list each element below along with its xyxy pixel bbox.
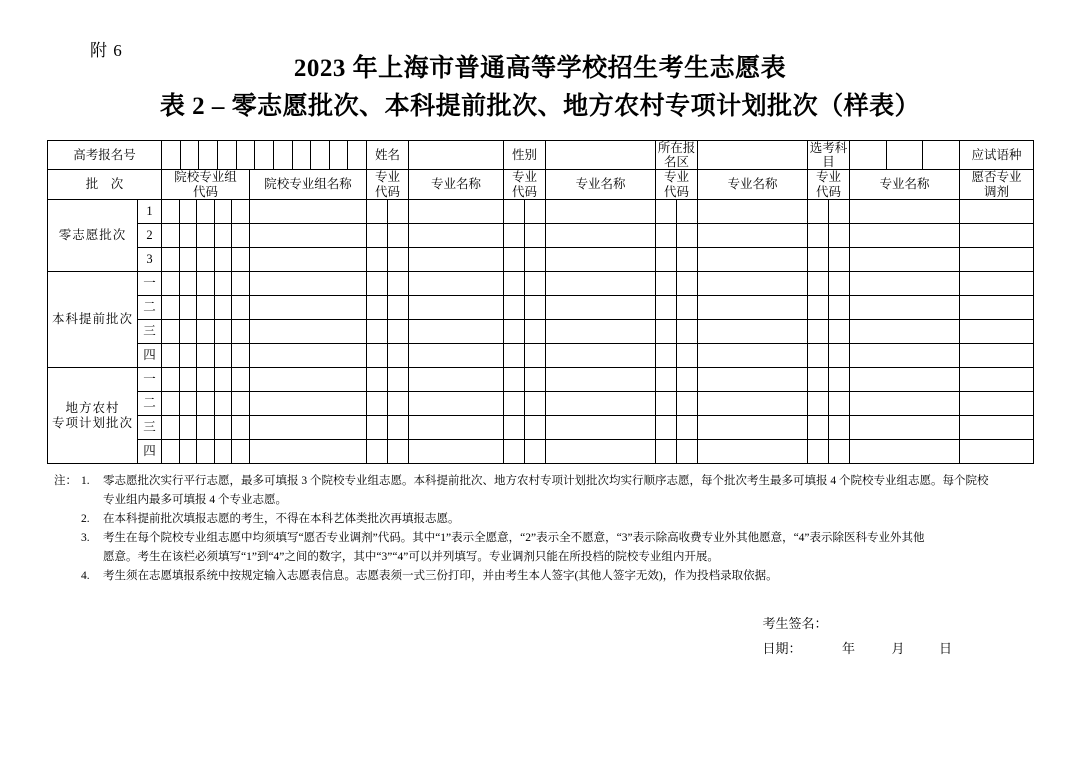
cell-major-name-2[interactable] — [546, 368, 656, 392]
cell-major-code-2[interactable] — [504, 416, 546, 440]
note-text: 考生在每个院校专业组志愿中均须填写“愿否专业调剂”代码。其中“1”表示全愿意，“2”表示全不愿意，“3”表示除高收费专业外其他愿意，“4”表示除医科专业外其他 — [103, 531, 925, 544]
cell-major-name-3[interactable] — [698, 272, 808, 296]
cell-major-code-4[interactable] — [808, 440, 850, 464]
cell-adjust[interactable] — [960, 440, 1034, 464]
cell-adjust[interactable] — [960, 248, 1034, 272]
cell-group-name[interactable] — [250, 392, 367, 416]
batch-label-2 — [48, 368, 138, 464]
cell-major-code-4[interactable] — [808, 296, 850, 320]
cell-major-code-1[interactable] — [367, 392, 409, 416]
cell-adjust[interactable] — [960, 200, 1034, 224]
cell-group-name[interactable] — [250, 248, 367, 272]
cell-major-code-2[interactable] — [504, 272, 546, 296]
row-index: 1 — [138, 200, 162, 224]
batch-label-2-line2: 专项计划批次 — [51, 415, 133, 430]
cell-group-code[interactable] — [162, 248, 250, 272]
cell-major-code-2[interactable] — [504, 440, 546, 464]
notes-lead: 注： — [54, 475, 77, 487]
cell-major-name-4[interactable] — [850, 416, 960, 440]
table-row — [48, 392, 1034, 416]
table-row — [48, 200, 1034, 224]
cell-major-name-2[interactable] — [546, 200, 656, 224]
signature-block — [762, 612, 952, 661]
row-index: 四 — [138, 440, 162, 464]
cell-group-code[interactable] — [162, 392, 250, 416]
row-index: 二 — [138, 296, 162, 320]
cell-group-name[interactable] — [250, 440, 367, 464]
col-header-major-code-3 — [656, 170, 698, 200]
cell-major-code-1[interactable] — [367, 368, 409, 392]
cell-group-code[interactable] — [162, 200, 250, 224]
cell-major-name-2[interactable] — [546, 344, 656, 368]
name-label: 姓名 — [367, 140, 409, 170]
note-text-cont: 愿意。考生在该栏必须填写“1”到“4”之间的数字，其中“3”“4”可以并列填写。专业调剂只能在所投档的院校专业组内开展。 — [103, 550, 719, 563]
cell-major-code-1[interactable] — [367, 200, 409, 224]
cell-major-name-1[interactable] — [409, 200, 504, 224]
cell-major-name-4[interactable] — [850, 440, 960, 464]
cell-group-code[interactable] — [162, 320, 250, 344]
cell-group-name[interactable] — [250, 344, 367, 368]
cell-major-name-4[interactable] — [850, 248, 960, 272]
cell-major-name-1[interactable] — [409, 392, 504, 416]
notes-block — [47, 472, 1033, 586]
col-header-major-code-1 — [367, 170, 409, 200]
row-index: 一 — [138, 272, 162, 296]
signature-month: 月 — [891, 640, 905, 656]
batch-label-0: 零志愿批次 — [48, 200, 138, 272]
signature-name-label: 考生签名： — [762, 616, 828, 631]
table-row — [48, 368, 1034, 392]
cell-major-name-2[interactable] — [546, 440, 656, 464]
table-row — [48, 248, 1034, 272]
cell-group-code[interactable] — [162, 416, 250, 440]
cell-major-name-3[interactable] — [698, 296, 808, 320]
cell-major-name-1[interactable] — [409, 368, 504, 392]
cell-group-name[interactable] — [250, 320, 367, 344]
cell-group-name[interactable] — [250, 296, 367, 320]
cell-adjust[interactable] — [960, 272, 1034, 296]
cell-major-code-4[interactable] — [808, 416, 850, 440]
row-index: 一 — [138, 368, 162, 392]
cell-major-code-2[interactable] — [504, 320, 546, 344]
gender-field[interactable] — [546, 140, 656, 170]
cell-group-code[interactable] — [162, 344, 250, 368]
cell-major-code-4[interactable] — [808, 200, 850, 224]
cell-major-name-2[interactable] — [546, 296, 656, 320]
note-item — [47, 529, 1033, 548]
cell-major-name-1[interactable] — [409, 248, 504, 272]
cell-major-code-3[interactable] — [656, 296, 698, 320]
cell-major-code-1[interactable] — [367, 224, 409, 248]
cell-major-name-3[interactable] — [698, 248, 808, 272]
major-code-line1: 专业 — [816, 170, 842, 185]
major-code-line1: 专业 — [375, 170, 401, 185]
cell-major-code-3[interactable] — [656, 416, 698, 440]
cell-major-code-1[interactable] — [367, 296, 409, 320]
cell-major-name-4[interactable] — [850, 344, 960, 368]
signature-day: 日 — [938, 640, 952, 656]
cell-adjust[interactable] — [960, 320, 1034, 344]
major-code-line2: 代码 — [816, 184, 842, 199]
table-row — [48, 296, 1034, 320]
cell-group-name[interactable] — [250, 272, 367, 296]
page-subtitle: 表 2 – 零志愿批次、本科提前批次、地方农村专项计划批次（样表） — [159, 92, 921, 120]
cell-major-code-4[interactable] — [808, 392, 850, 416]
cell-major-code-1[interactable] — [367, 272, 409, 296]
column-header-row — [48, 170, 1034, 200]
note-number: 3. — [81, 531, 90, 544]
col-header-major-code-2 — [504, 170, 546, 200]
exam-number-boxes[interactable] — [162, 140, 367, 170]
cell-major-name-1[interactable] — [409, 416, 504, 440]
cell-major-code-4[interactable] — [808, 224, 850, 248]
cell-major-code-2[interactable] — [504, 248, 546, 272]
cell-major-name-4[interactable] — [850, 200, 960, 224]
col-header-major-name-2: 专业名称 — [546, 170, 656, 200]
subject-label: 选考科目 — [808, 140, 850, 170]
signature-date-line — [762, 637, 952, 662]
cell-major-code-4[interactable] — [808, 320, 850, 344]
col-header-college-group-code-line1: 院校专业组 — [174, 170, 237, 185]
cell-major-name-4[interactable] — [850, 320, 960, 344]
cell-group-code[interactable] — [162, 440, 250, 464]
batch-label-2-line1: 地方农村 — [65, 401, 120, 416]
col-header-major-name-1: 专业名称 — [409, 170, 504, 200]
cell-major-name-3[interactable] — [698, 320, 808, 344]
note-text-cont: 专业组内最多可填报 4 个专业志愿。 — [103, 493, 287, 506]
row-index: 二 — [138, 392, 162, 416]
col-header-major-name-4: 专业名称 — [850, 170, 960, 200]
district-field[interactable] — [698, 140, 808, 170]
cell-major-name-1[interactable] — [409, 440, 504, 464]
cell-major-name-2[interactable] — [546, 320, 656, 344]
cell-major-name-3[interactable] — [698, 368, 808, 392]
note-item — [47, 567, 1033, 586]
cell-major-name-1[interactable] — [409, 224, 504, 248]
name-field[interactable] — [409, 140, 504, 170]
batch-label-1: 本科提前批次 — [48, 272, 138, 368]
row-index: 3 — [138, 248, 162, 272]
signature-date-label: 日期： — [762, 640, 802, 656]
cell-major-name-3[interactable] — [698, 440, 808, 464]
volunteer-form-table — [47, 140, 1033, 465]
col-header-college-group-name: 院校专业组名称 — [250, 170, 367, 200]
col-header-college-group-code-line2: 代码 — [193, 184, 219, 199]
major-code-line2: 代码 — [512, 184, 538, 199]
cell-major-code-1[interactable] — [367, 440, 409, 464]
cell-major-name-2[interactable] — [546, 272, 656, 296]
col-header-batch: 批 次 — [48, 170, 162, 200]
cell-group-code[interactable] — [162, 272, 250, 296]
note-number: 4. — [81, 569, 90, 582]
adjust-line1: 愿否专业 — [971, 170, 1022, 185]
cell-major-code-3[interactable] — [656, 392, 698, 416]
cell-major-code-3[interactable] — [656, 344, 698, 368]
cell-major-code-2[interactable] — [504, 200, 546, 224]
col-header-major-code-4 — [808, 170, 850, 200]
cell-major-code-1[interactable] — [367, 320, 409, 344]
cell-adjust[interactable] — [960, 416, 1034, 440]
row-index: 2 — [138, 224, 162, 248]
cell-major-code-2[interactable] — [504, 368, 546, 392]
cell-group-name[interactable] — [250, 368, 367, 392]
cell-adjust[interactable] — [960, 296, 1034, 320]
cell-major-code-3[interactable] — [656, 248, 698, 272]
cell-major-name-1[interactable] — [409, 272, 504, 296]
cell-major-code-3[interactable] — [656, 320, 698, 344]
gender-label: 性别 — [504, 140, 546, 170]
cell-major-name-2[interactable] — [546, 392, 656, 416]
cell-major-name-4[interactable] — [850, 392, 960, 416]
cell-group-name[interactable] — [250, 200, 367, 224]
cell-major-name-2[interactable] — [546, 248, 656, 272]
table-row — [48, 416, 1034, 440]
attachment-label: 附 6 — [90, 41, 123, 60]
cell-adjust[interactable] — [960, 224, 1034, 248]
exam-number-label: 高考报名号 — [48, 140, 162, 170]
note-text: 考生须在志愿填报系统中按规定输入志愿表信息。志愿表须一式三份打印，并由考生本人签字(其他人签字无效)，作为投档录取依据。 — [103, 569, 778, 582]
cell-major-code-2[interactable] — [504, 296, 546, 320]
cell-major-code-3[interactable] — [656, 200, 698, 224]
note-text: 在本科提前批次填报志愿的考生，不得在本科艺体类批次再填报志愿。 — [103, 512, 460, 525]
cell-major-name-1[interactable] — [409, 296, 504, 320]
cell-major-name-4[interactable] — [850, 272, 960, 296]
cell-adjust[interactable] — [960, 344, 1034, 368]
cell-adjust[interactable] — [960, 392, 1034, 416]
cell-major-name-3[interactable] — [698, 200, 808, 224]
subject-field[interactable] — [850, 140, 960, 170]
cell-major-name-3[interactable] — [698, 416, 808, 440]
major-code-line1: 专业 — [512, 170, 538, 185]
col-header-college-group-code — [162, 170, 250, 200]
cell-major-code-1[interactable] — [367, 248, 409, 272]
row-index: 三 — [138, 416, 162, 440]
cell-major-name-4[interactable] — [850, 368, 960, 392]
adjust-line2: 调剂 — [984, 184, 1010, 199]
applicant-info-row — [48, 140, 1034, 170]
cell-major-name-3[interactable] — [698, 344, 808, 368]
cell-group-code[interactable] — [162, 224, 250, 248]
note-number: 2. — [81, 512, 90, 525]
page-title: 2023 年上海市普通高等学校招生考生志愿表 — [293, 55, 787, 82]
cell-major-name-2[interactable] — [546, 416, 656, 440]
cell-group-code[interactable] — [162, 296, 250, 320]
signature-year: 年 — [841, 640, 855, 656]
note-text: 零志愿批次实行平行志愿，最多可填报 3 个院校专业组志愿。本科提前批次、地方农村专项计划批次均实行顺序志愿，每个批次考生最多可填报 4 个院校专业组志愿。每个院校 — [103, 475, 989, 487]
row-index: 四 — [138, 344, 162, 368]
cell-major-name-1[interactable] — [409, 344, 504, 368]
note-item — [47, 510, 1033, 529]
cell-major-code-2[interactable] — [504, 344, 546, 368]
cell-group-name[interactable] — [250, 224, 367, 248]
district-label: 所在报名区 — [656, 140, 698, 170]
cell-major-name-1[interactable] — [409, 320, 504, 344]
major-code-line2: 代码 — [375, 184, 401, 199]
cell-major-code-1[interactable] — [367, 344, 409, 368]
cell-major-code-2[interactable] — [504, 392, 546, 416]
major-code-line1: 专业 — [664, 170, 690, 185]
cell-major-code-4[interactable] — [808, 248, 850, 272]
cell-major-code-2[interactable] — [504, 224, 546, 248]
cell-major-name-4[interactable] — [850, 224, 960, 248]
cell-major-code-1[interactable] — [367, 416, 409, 440]
row-index: 三 — [138, 320, 162, 344]
col-header-adjust — [960, 170, 1034, 200]
table-row — [48, 440, 1034, 464]
title-block — [0, 0, 1080, 124]
major-code-line2: 代码 — [664, 184, 690, 199]
table-row — [48, 224, 1034, 248]
cell-major-code-4[interactable] — [808, 344, 850, 368]
cell-group-name[interactable] — [250, 416, 367, 440]
cell-major-name-3[interactable] — [698, 224, 808, 248]
cell-major-name-3[interactable] — [698, 392, 808, 416]
cell-major-code-3[interactable] — [656, 440, 698, 464]
cell-major-code-4[interactable] — [808, 368, 850, 392]
cell-group-code[interactable] — [162, 368, 250, 392]
table-row — [48, 344, 1034, 368]
cell-major-code-3[interactable] — [656, 272, 698, 296]
language-label: 应试语种 — [960, 140, 1034, 170]
note-number: 1. — [81, 475, 90, 487]
cell-major-code-3[interactable] — [656, 224, 698, 248]
cell-major-name-2[interactable] — [546, 224, 656, 248]
table-row — [48, 320, 1034, 344]
cell-major-name-4[interactable] — [850, 296, 960, 320]
note-item — [47, 472, 1033, 491]
table-row — [48, 272, 1034, 296]
cell-major-code-3[interactable] — [656, 368, 698, 392]
cell-adjust[interactable] — [960, 368, 1034, 392]
cell-major-code-4[interactable] — [808, 272, 850, 296]
col-header-major-name-3: 专业名称 — [698, 170, 808, 200]
